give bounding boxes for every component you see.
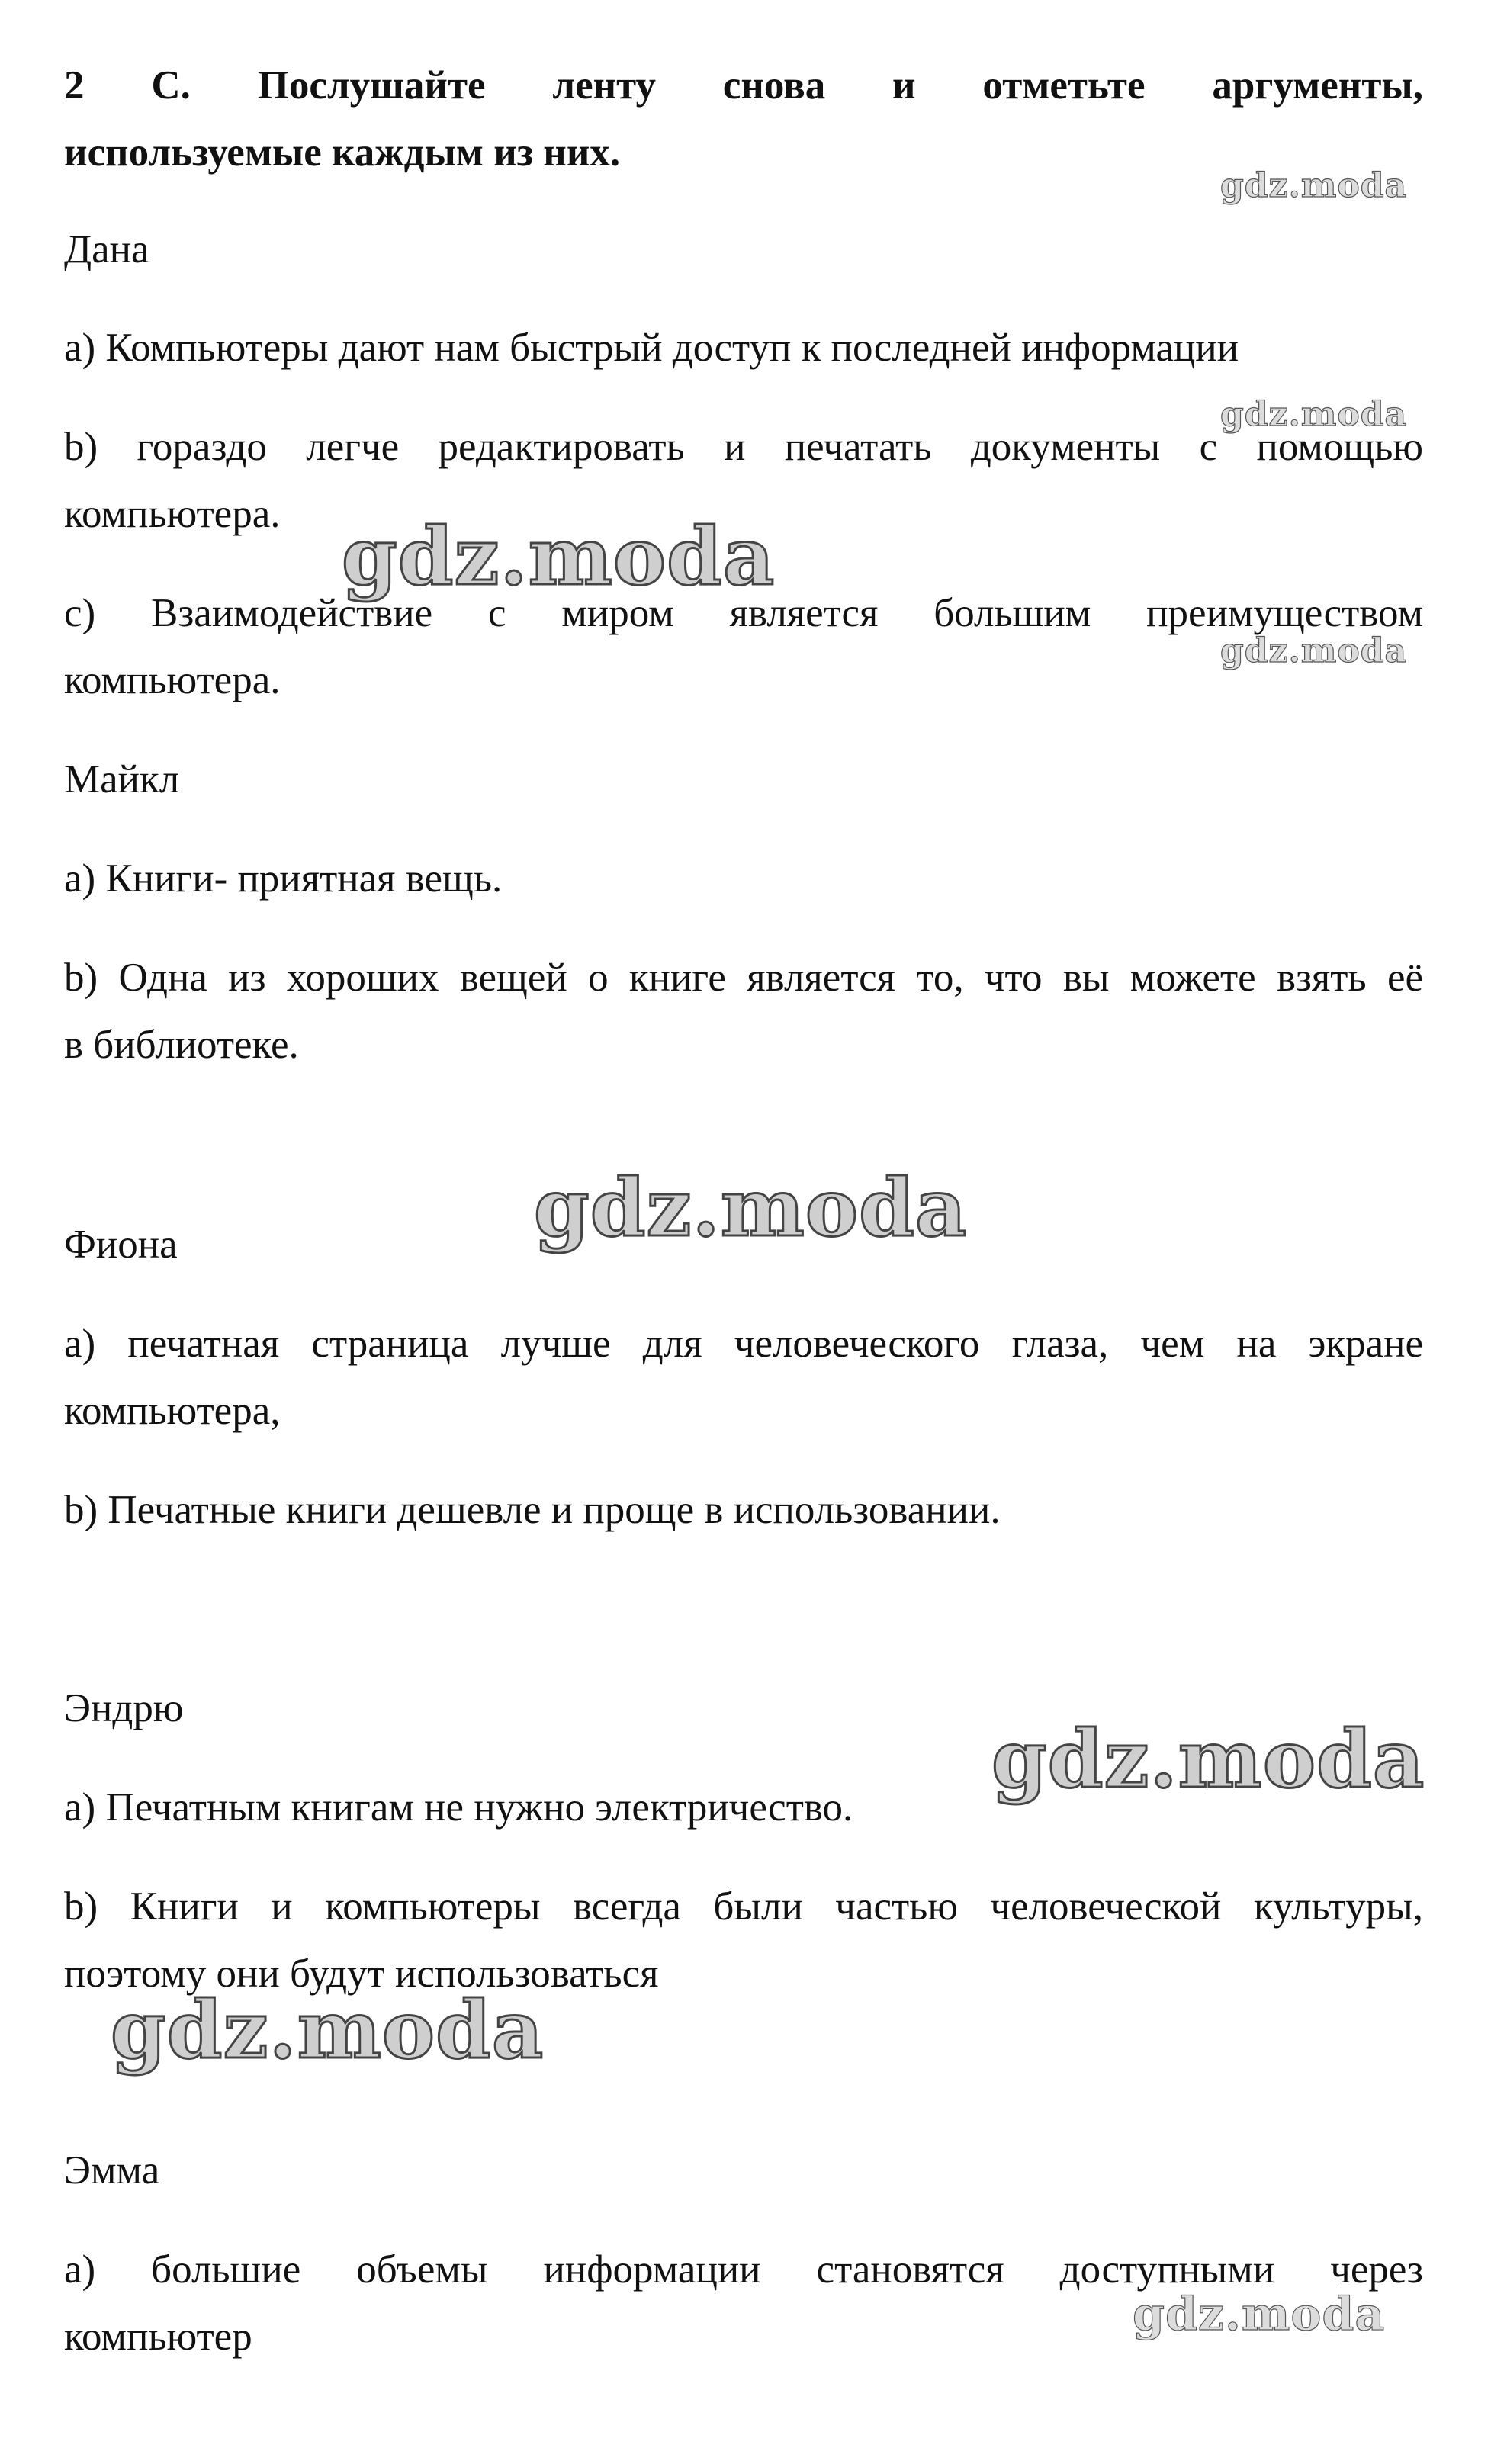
argument-michael-b-line-1: b) Одна из хороших вещей о книге является то, что вы можете взять её: [64, 956, 1423, 1000]
watermark-logo: gdz.moda: [342, 509, 776, 603]
argument-dana-b-line-2: компьютера.: [64, 492, 281, 536]
argument-dana-b-line-1: b) гораздо легче редактировать и печатать документы с помощью: [64, 425, 1423, 469]
speaker-name-michael: Майкл: [64, 757, 180, 802]
watermark-logo: gdz.moda: [1220, 166, 1408, 205]
argument-dana-c-line-1: с) Взаимодействие с миром является большим преимуществом: [64, 591, 1423, 635]
argument-fiona-a-line-1: а) печатная страница лучше для человеческого глаза, чем на экране: [64, 1322, 1423, 1366]
speaker-name-dana: Дана: [64, 227, 149, 271]
argument-andrew-b-line-1: b) Книги и компьютеры всегда были частью человеческой культуры,: [64, 1884, 1423, 1929]
watermark-logo: gdz.moda: [111, 1983, 545, 2077]
argument-dana-a: а) Компьютеры дают нам быстрый доступ к последней информации: [64, 326, 1239, 370]
watermark-logo: gdz.moda: [1133, 2288, 1386, 2341]
speaker-name-emma: Эмма: [64, 2148, 160, 2193]
argument-andrew-a: а) Печатным книгам не нужно электричество.: [64, 1785, 853, 1830]
argument-emma-a-line-2: компьютер: [64, 2315, 252, 2359]
speaker-name-andrew: Эндрю: [64, 1686, 184, 1730]
speaker-name-fiona: Фиона: [64, 1222, 178, 1267]
argument-fiona-b: b) Печатные книги дешевле и проще в использовании.: [64, 1488, 1001, 1532]
watermark-logo: gdz.moda: [991, 1712, 1425, 1806]
argument-dana-c-line-2: компьютера.: [64, 658, 281, 702]
argument-michael-a: а) Книги- приятная вещь.: [64, 856, 503, 901]
watermark-logo: gdz.moda: [1220, 631, 1408, 670]
task-heading-line-1: 2 С. Послушайте ленту снова и отметьте аргументы,: [64, 63, 1423, 108]
argument-emma-a-line-1: а) большие объемы информации становятся доступными через: [64, 2247, 1423, 2292]
watermark-logo: gdz.moda: [1220, 395, 1408, 434]
argument-fiona-a-line-2: компьютера,: [64, 1389, 281, 1433]
task-heading-line-2: используемые каждым из них.: [64, 130, 621, 175]
argument-michael-b-line-2: в библиотеке.: [64, 1023, 299, 1067]
argument-andrew-b-line-2: поэтому они будут использоваться: [64, 1952, 659, 1996]
watermark-logo: gdz.moda: [534, 1161, 968, 1254]
